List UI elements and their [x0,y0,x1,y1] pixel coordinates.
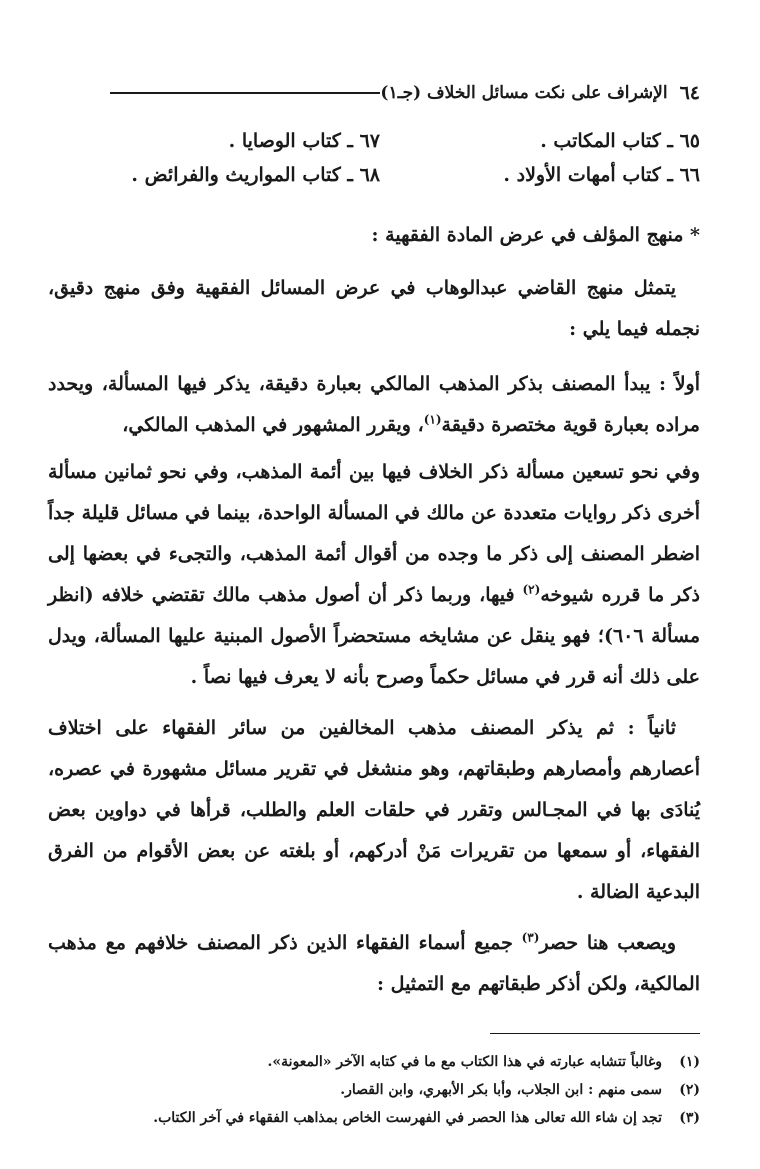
paragraph-text: وفي نحو تسعين مسألة ذكر الخلاف فيها بين أئمة المذهب، وفي نحو ثمانين مسألة أخرى ذكر روايات متعددة عن مالك في المسألة الواحدة، بينما في مسائل قليلة جداً اضطر المصنف إلى ذكر ما وجده من أقوال أئمة المذهب، والتجىء في بعضها إلى ذكر ما قرره شيوخه [48,461,701,606]
chapter-list [48,130,700,186]
paragraph-intro: يتمثل منهج القاضي عبدالوهاب في عرض المسائل الفقهية وفق منهج دقيق، نجمله فيما يلي : [48,277,700,340]
running-header [48,78,700,108]
footnote-text: تجد إن شاء الله تعالى هذا الحصر في الفهرست الخاص بمذاهب الفقهاء في آخر الكتاب. [153,1110,662,1126]
footnote-text: سمى منهم : ابن الجلاب، وأبا بكر الأبهري، وابن القصار. [340,1082,662,1098]
paragraph-text: ويصعب هنا حصر [539,932,676,954]
footnote [48,1076,700,1104]
book-title: الإشراف على نكت مسائل الخلاف (جـ١) [380,83,668,103]
paragraph-text: ، ويقرر المشهور في المذهب المالكي، [122,414,424,436]
footnote-ref-2[interactable]: (٢) [522,582,541,597]
paragraph-text: جميع أسماء الفقهاء الذين ذكر المصنف خلافهم مع مذهب المالكية، ولكن أذكر طبقاتهم مع التمثيل : [48,932,700,995]
chapter-item: ٦٦ ـ كتاب أمهات الأولاد . [503,164,700,186]
footnote [48,1104,700,1132]
header-rule [110,92,380,94]
footnote-rule [490,1033,700,1034]
footnote-text: وغالباً تتشابه عبارته في هذا الكتاب مع ما في كتابه الآخر «المعونة». [267,1054,662,1070]
footnote-number: (٣) [679,1110,700,1126]
chapter-item: ٦٥ ـ كتاب المكاتب . [540,130,700,152]
section-heading: * منهج المؤلف في عرض المادة الفقهية : [371,224,700,246]
paragraph-enumeration [48,923,700,1005]
body-text [48,268,700,1005]
footnote-number: (٢) [679,1082,700,1098]
paragraph-second-point: ثانياً : ثم يذكر المصنف مذهب المخالفين من سائر الفقهاء على اختلاف أعصارهم وأمصارهم وطبقاتهم، وهو منشغل في تقرير مسائل مشهورة في عصره، يُنادَى بها في المجـالس وتقرر في حلقات العلم والطلب، قرأها في دواوين بعض الفقهاء، أو سمعها من تقريرات مَنْ أدركهم، أو بلغته عن بعض الأقوام من الفرق البدعية الضالة . [48,717,700,903]
page-number: ٦٤ [679,82,700,104]
paragraph-madhhab-disagreement [48,452,700,698]
book-page [48,78,700,1132]
paragraph-first-point [48,364,700,446]
footnote [48,1048,700,1076]
footnote-ref-3[interactable]: (٣) [521,930,540,945]
chapter-item: ٦٨ ـ كتاب المواريث والفرائض . [131,164,380,186]
footnotes [48,1048,700,1132]
chapter-item: ٦٧ ـ كتاب الوصايا . [228,130,380,152]
paragraph-text: فيها، وربما ذكر أن أصول مذهب مالك تقتضي خلافه (انظر مسألة ٦٠٦)؛ فهو ينقل عن مشايخه مستحضراً الأصول المبنية عليها المسألة، ويدل على ذلك أنه قرر في مسائل حكماً وصرح بأنه لا يعرف فيها نصاً . [48,584,700,688]
footnote-number: (١) [679,1054,700,1070]
paragraph-text: أولاً : يبدأ المصنف بذكر المذهب المالكي بعبارة دقيقة، يذكر فيها المسألة، ويحدد مراده بعبارة قوية مختصرة دقيقة [48,373,700,436]
footnote-ref-1[interactable]: (١) [423,412,442,427]
